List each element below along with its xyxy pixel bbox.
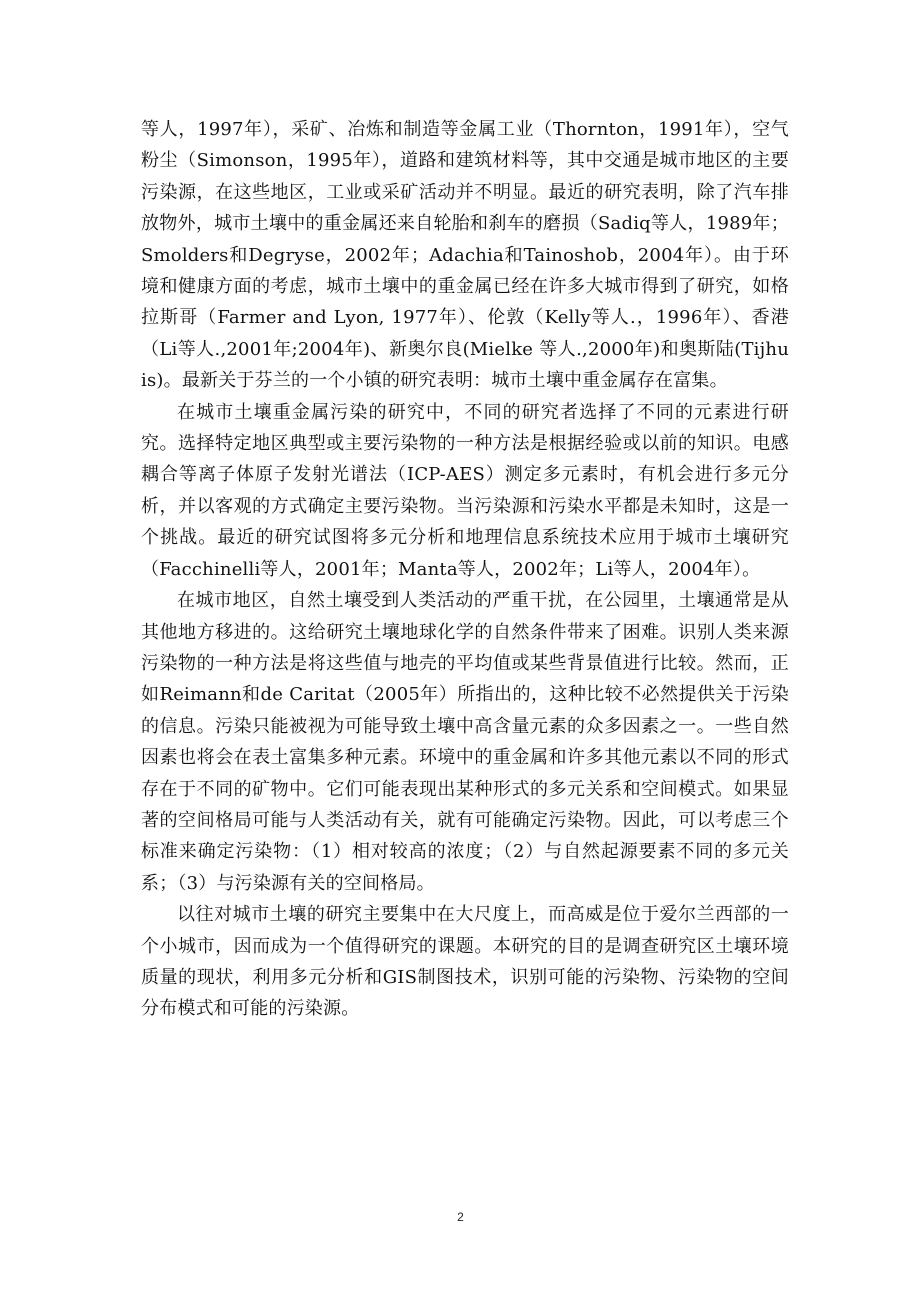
paragraph-pollutant-identification: 在城市地区，自然土壤受到人类活动的严重干扰，在公园里，土壤通常是从其他地方移进的。这给研究土壤地球化学的自然条件带来了困难。识别人类来源污染物的一种方法是将这些值与地壳的平均值或某些背景值进行比较。然而，正如Reimann和de Caritat（2005年）所指出的，这种比较不必然提供关于污染的信息。污染只能被视为可能导致土壤中高含量元素的众多因素之一。一些自然因素也将会在表土富集多种元素。环境中的重金属和许多其他元素以不同的形式存在于不同的矿物中。它们可能表现出某种形式的多元关系和空间模式。如果显著的空间格局可能与人类活动有关，就有可能确定污染物。因此，可以考虑三个标准来确定污染物：（1）相对较高的浓度；（2）与自然起源要素不同的多元关系；（3）与污染源有关的空间格局。	[141, 590, 789, 894]
paragraph-study-objective: 以往对城市土壤的研究主要集中在大尺度上，而高威是位于爱尔兰西部的一个小城市，因而成为一个值得研究的课题。本研究的目的是调查研究区土壤环境质量的现状，利用多元分析和GIS制图技术，识别可能的污染物、污染物的空间分布模式和可能的污染源。	[141, 904, 789, 1020]
page-number: 2	[457, 1210, 464, 1224]
paragraph-urban-soil-sources: 等人，1997年），采矿、冶炼和制造等金属工业（Thornton，1991年），空气粉尘（Simonson，1995年），道路和建筑材料等，其中交通是城市地区的主要污染源，在这些地区，工业或采矿活动并不明显。最近的研究表明，除了汽车排放物外，城市土壤中的重金属还来自轮胎和刹车的磨损（Sadiq等人，1989年；Smolders和Degryse，2002年；Adachia和Tainoshob，2004年）。由于环境和健康方面的考虑，城市土壤中的重金属已经在许多大城市得到了研究，如格拉斯哥（Farmer and Lyon, 1977年）、伦敦（Kelly等人.，1996年）、香港（Li等人.,2001年;2004年)、新奥尔良(Mielke 等人.,2000年)和奥斯陆(Tijhuis)。最新关于芬兰的一个小镇的研究表明：城市土壤中重金属存在富集。	[141, 119, 789, 392]
paragraph-element-selection: 在城市土壤重金属污染的研究中，不同的研究者选择了不同的元素进行研究。选择特定地区典型或主要污染物的一种方法是根据经验或以前的知识。电感耦合等离子体原子发射光谱法（ICP-AES）测定多元素时，有机会进行多元分析，并以客观的方式确定主要污染物。当污染源和污染水平都是未知时，这是一个挑战。最近的研究试图将多元分析和地理信息系统技术应用于城市土壤研究（Facchinelli等人，2001年；Manta等人，2002年；Li等人，2004年）。	[141, 401, 789, 580]
page-body	[141, 114, 789, 1025]
